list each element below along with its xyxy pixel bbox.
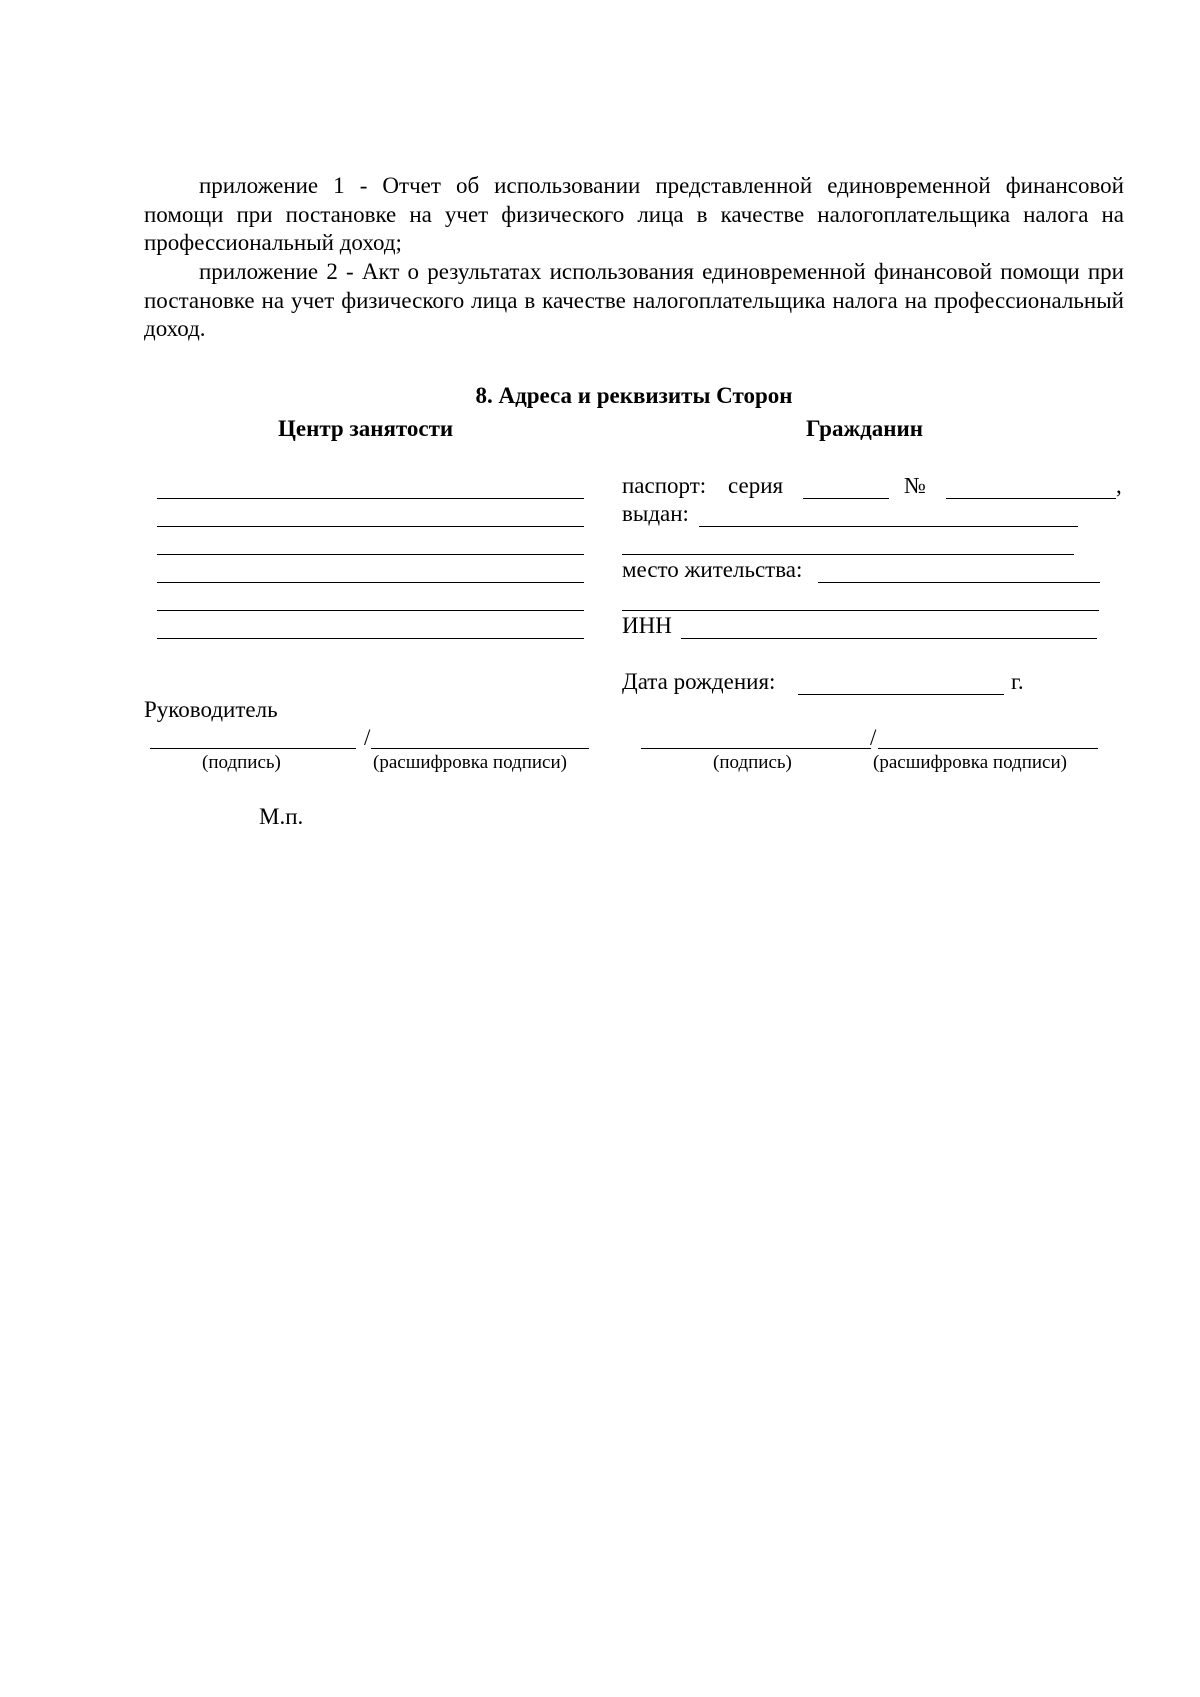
birth-date-line: [798, 694, 1004, 695]
issued-label: выдан:: [622, 501, 689, 526]
residence-line: [818, 582, 1100, 583]
number-label: №: [904, 473, 926, 498]
passport-label: паспорт:: [622, 473, 707, 498]
citizen-signature-line: [641, 748, 871, 749]
section-title: 8. Адреса и реквизиты Сторон: [475, 383, 793, 408]
employment-center-requisites-line: [157, 526, 584, 527]
residence-label: место жительства:: [622, 557, 803, 582]
employment-center-signature-caption: (подпись): [202, 752, 281, 773]
appendix-1-paragraph: приложение 1 - Отчет об использовании представленной единовременной финансовой помощи при постановке на учет физического лица в качестве налогоплательщика налога на профессиональный доход;: [144, 173, 1124, 255]
passport-comma: ,: [1116, 473, 1122, 498]
employment-center-requisites-line: [157, 554, 584, 555]
inn-line: [681, 638, 1097, 639]
employment-center-requisites-line: [157, 610, 584, 611]
citizen-heading: Гражданин: [806, 416, 924, 441]
employment-center-signature-slash: /: [364, 725, 371, 750]
year-suffix: г.: [1011, 669, 1024, 694]
employment-center-requisites-line: [157, 498, 584, 499]
citizen-decoding-line: [878, 748, 1098, 749]
stamp-place-label: М.п.: [259, 804, 304, 829]
employment-center-requisites-line: [157, 582, 584, 583]
inn-label: ИНН: [622, 613, 672, 638]
citizen-signature-caption: (подпись): [713, 752, 792, 773]
passport-number-line: [946, 498, 1116, 499]
issued-line: [699, 526, 1078, 527]
employment-center-signature-line: [150, 748, 356, 749]
employment-center-heading: Центр занятости: [278, 416, 454, 441]
residence-line-2: [622, 610, 1099, 611]
passport-series-line: [803, 498, 889, 499]
employment-center-decoding-line: [371, 748, 589, 749]
birth-date-label: Дата рождения:: [622, 669, 776, 694]
issued-line-2: [622, 554, 1074, 555]
appendix-2-paragraph: приложение 2 - Акт о результатах использования единовременной финансовой помощи при постановке на учет физического лица в качестве налогоплательщика налога на профессиональный доход.: [144, 259, 1124, 341]
citizen-signature-slash: /: [870, 725, 877, 750]
citizen-decoding-caption: (расшифровка подписи): [873, 752, 1067, 773]
head-label: Руководитель: [144, 697, 278, 722]
series-label: серия: [728, 473, 784, 498]
employment-center-requisites-line: [157, 638, 584, 639]
employment-center-decoding-caption: (расшифровка подписи): [373, 752, 567, 773]
